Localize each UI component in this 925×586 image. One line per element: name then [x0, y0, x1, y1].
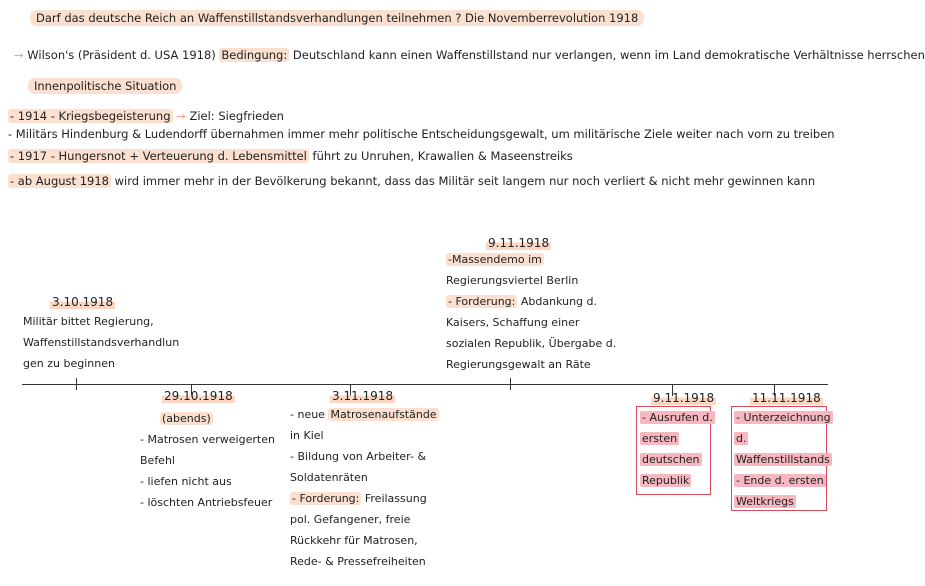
event-3-10-text: Militär bittet Regierung, Waffenstillstandsverhandlun gen zu beginnen [23, 315, 180, 370]
event-date-29-10-1918: 29.10.1918 [164, 389, 233, 403]
event-date-3-10-1918: 3.10.1918 [52, 295, 114, 309]
event-date-9-11-1918-below: 9.11.1918 [653, 391, 715, 405]
event-9-11-text: -Massendemo im Regierungsviertel Berlin - Forderung: Abdankung d. Kaisers, Schaffung einer sozialen Republik, Übergabe d. Regierungsgewalt an Räte [446, 253, 617, 371]
event-date-11-11-1918: 11.11.1918 [752, 391, 821, 405]
timeline-axis [22, 384, 828, 385]
event-3-11-text: - neue Matrosenaufstände in Kiel - Bildung von Arbeiter- & Soldatenräten - Forderung: Freilassung pol. Gefangener, freie Rückkehr für Matrosen, Rede- & Pressefreiheiten [290, 408, 437, 568]
point-1917: - 1917 - Hungersnot + Verteuerung d. Lebensmittel führt zu Unruhen, Krawallen & Maseenstreiks [10, 149, 573, 163]
page-title: Darf das deutsche Reich an Waffenstillstandsverhandlungen teilnehmen ? Die Novemberrevolution 1918 [30, 8, 644, 29]
republic-box: - Ausrufen d. ersten deutschen Republik [636, 406, 711, 495]
point-1914: - 1914 - Kriegsbegeisterung → Ziel: Siegfrieden [10, 109, 284, 123]
timeline-tick [510, 378, 511, 390]
condition-label: Bedingung: [221, 48, 288, 62]
arrow-right-icon: → [14, 48, 24, 62]
event-29-10-sub: (abends) [162, 412, 211, 425]
section-heading: Innenpolitische Situation [28, 76, 182, 97]
point-august-1918: - ab August 1918 wird immer mehr in der Bevölkerung bekannt, dass das Militär seit langem nur noch verliert & nicht mehr gewinnen kann [10, 174, 816, 188]
arrow-right-icon: → [176, 109, 186, 123]
event-29-10-text: - Matrosen verweigerten Befehl - liefen nicht aus - löschten Antriebsfeuer [140, 433, 275, 509]
point-militaers: - Militärs Hindenburg & Ludendorff übernahmen immer mehr politische Entscheidungsgewalt, um militärische Ziele weiter nach vorn zu treiben [8, 127, 835, 141]
armistice-box: - Unterzeichnung d. Waffenstillstands - Ende d. ersten Weltkriegs [731, 406, 827, 511]
wilson-line: → Wilson's (Präsident d. USA 1918) Bedingung: Deutschland kann einen Waffenstillstand nur verlangen, wenn im Land demokratische Verhältnisse herrschen [14, 48, 925, 62]
event-date-9-11-1918-above: 9.11.1918 [488, 236, 550, 250]
event-date-3-11-1918: 3.11.1918 [332, 389, 394, 403]
timeline-tick [76, 378, 77, 390]
